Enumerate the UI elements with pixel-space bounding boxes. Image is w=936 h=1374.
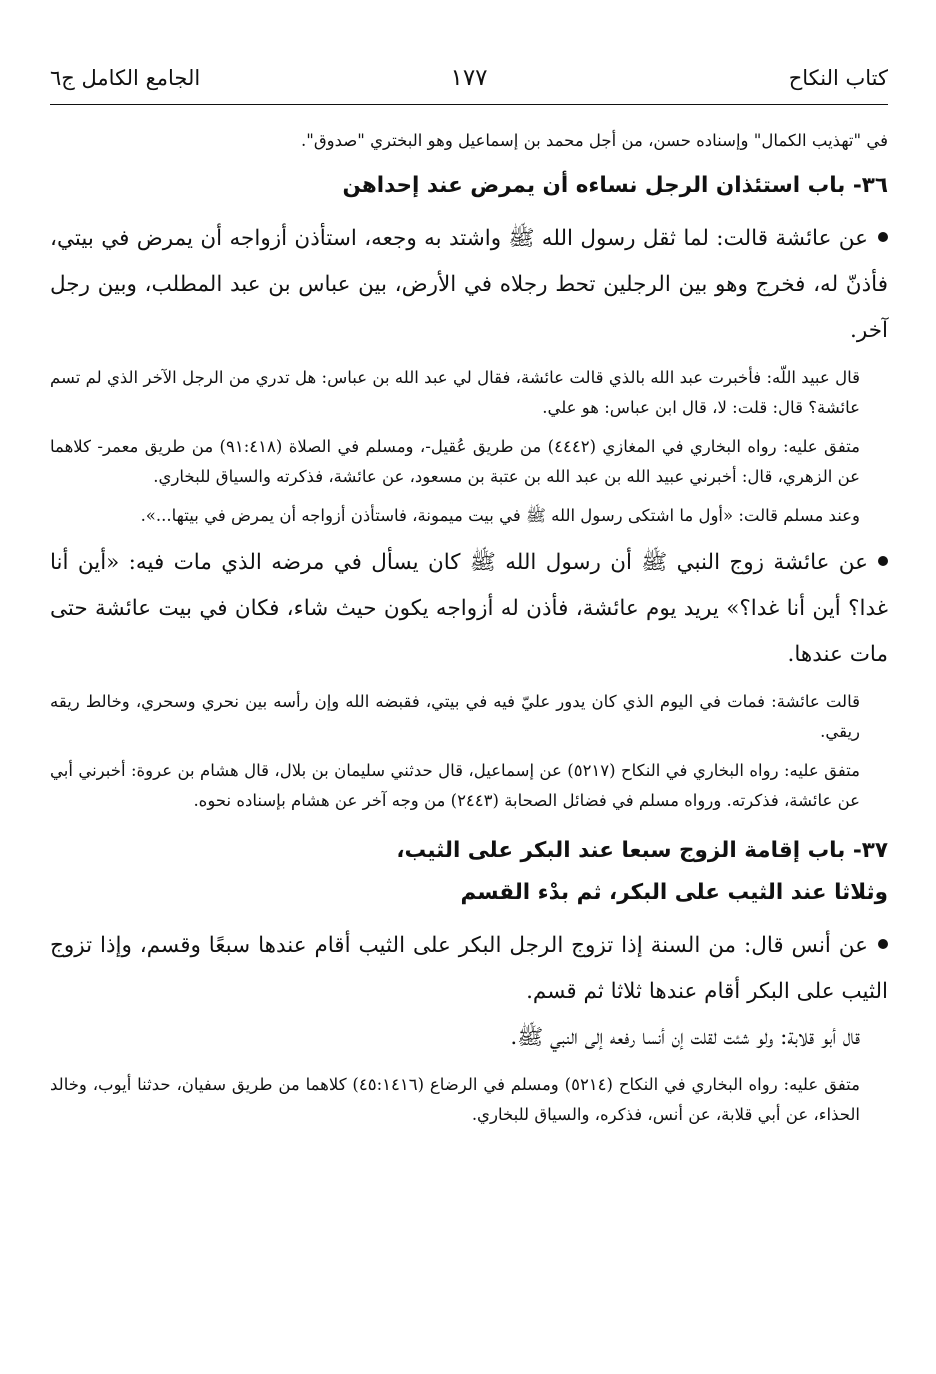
hadith-paragraph-1 [50, 216, 888, 354]
takhrij-paragraph-1: متفق عليه: رواه البخاري في المغازي (٤٤٤٢) من طريق عُقيل-، ومسلم في الصلاة (٩١:٤١٨) من طريق معمر- كلاهما عن الزهري، قال: أخبرني عبيد الله بن عبد الله بن عتبة بن مسعود، عن عائشة، فذكرته والسياق للبخاري. [50, 437, 860, 486]
hadith-paragraph-2 [50, 540, 888, 678]
hadith-paragraph-3 [50, 923, 888, 1015]
header-chapter-title: كتاب النكاح [788, 65, 888, 90]
intro-paragraph: في "تهذيب الكمال" وإسناده حسن، من أجل محمد بن إسماعيل وهو البختري "صدوق". [301, 131, 888, 150]
note-paragraph-4: قال أبو قلابة: ولو شئت لقلت إن أنسا رفعه إلى النبي ﷺ. [510, 1025, 860, 1050]
page-number: ١٧٧ [450, 64, 488, 91]
running-header [50, 58, 888, 98]
bullet-icon [878, 232, 888, 242]
chapter-heading-37-line-1: ٣٧- باب إقامة الزوج سبعا عند البكر على الثيب، [396, 838, 888, 863]
hadith-text-1: عن عائشة قالت: لما ثقل رسول الله ﷺ واشتد به وجعه، استأذن أزواجه أن يمرض في بيتي، فأذنّ له، فخرج وهو بين الرجلين تحط رجلاه في الأرض، بين عباس بن عبد المطلب، وبين رجل آخر. [50, 226, 888, 343]
hadith-text-3: عن أنس قال: من السنة إذا تزوج الرجل البكر على الثيب أقام عندها سبعًا وقسم، وإذا تزوج الثيب على البكر أقام عندها ثلاثا ثم قسم. [50, 933, 888, 1004]
bullet-icon [878, 939, 888, 949]
chapter-heading-37-line-2: وثلاثا عند الثيب على البكر، ثم بدْء القسم [460, 880, 888, 905]
chapter-heading-36: ٣٦- باب استئذان الرجل نساءه أن يمرض عند إحداهن [342, 173, 888, 198]
page-body [50, 126, 888, 1130]
header-book-title: الجامع الكامل ج٦ [50, 65, 201, 90]
takhrij-paragraph-3: متفق عليه: رواه البخاري في النكاح (٥٢١٤) ومسلم في الرضاع (٤٥:١٤١٦) كلاهما من طريق سفيان، حدثنا أيوب، وخالد الحذاء، عن أبي قلابة، عن أنس، فذكره، والسياق للبخاري. [50, 1075, 861, 1124]
header-rule [50, 104, 888, 105]
hadith-text-2: عن عائشة زوج النبي ﷺ أن رسول الله ﷺ كان يسأل في مرضه الذي مات فيه: «أين أنا غدا؟ أين أنا غدا؟» يريد يوم عائشة، فأذن له أزواجه يكون حيث شاء، فكان في بيت عائشة حتى مات عندها. [50, 550, 888, 667]
takhrij-paragraph-2: متفق عليه: رواه البخاري في النكاح (٥٢١٧) عن إسماعيل، قال حدثني سليمان بن بلال، قال هشام بن عروة: أخبرني أبي عن عائشة، فذكرته. ورواه مسلم في فضائل الصحابة (٢٤٤٣) من وجه آخر عن هشام بإسناده نحوه. [50, 761, 860, 810]
note-paragraph-1: قال عبيد اللّه: فأخبرت عبد الله بالذي قالت عائشة، فقال لي عبد الله بن عباس: هل تدري من الرجل الآخر الذي لم تسم عائشة؟ قال: قلت: لا، قال ابن عباس: هو علي. [50, 368, 860, 417]
note-paragraph-2: وعند مسلم قالت: «أول ما اشتكى رسول الله ﷺ في بيت ميمونة، فاستأذن أزواجه أن يمرض في بيتها...». [140, 506, 860, 525]
bullet-icon [878, 556, 888, 566]
note-paragraph-3: قالت عائشة: فمات في اليوم الذي كان يدور عليّ فيه في بيتي، فقبضه الله وإن رأسه بين نحري وسحري، وخالط ريقه ريقي. [50, 692, 860, 741]
